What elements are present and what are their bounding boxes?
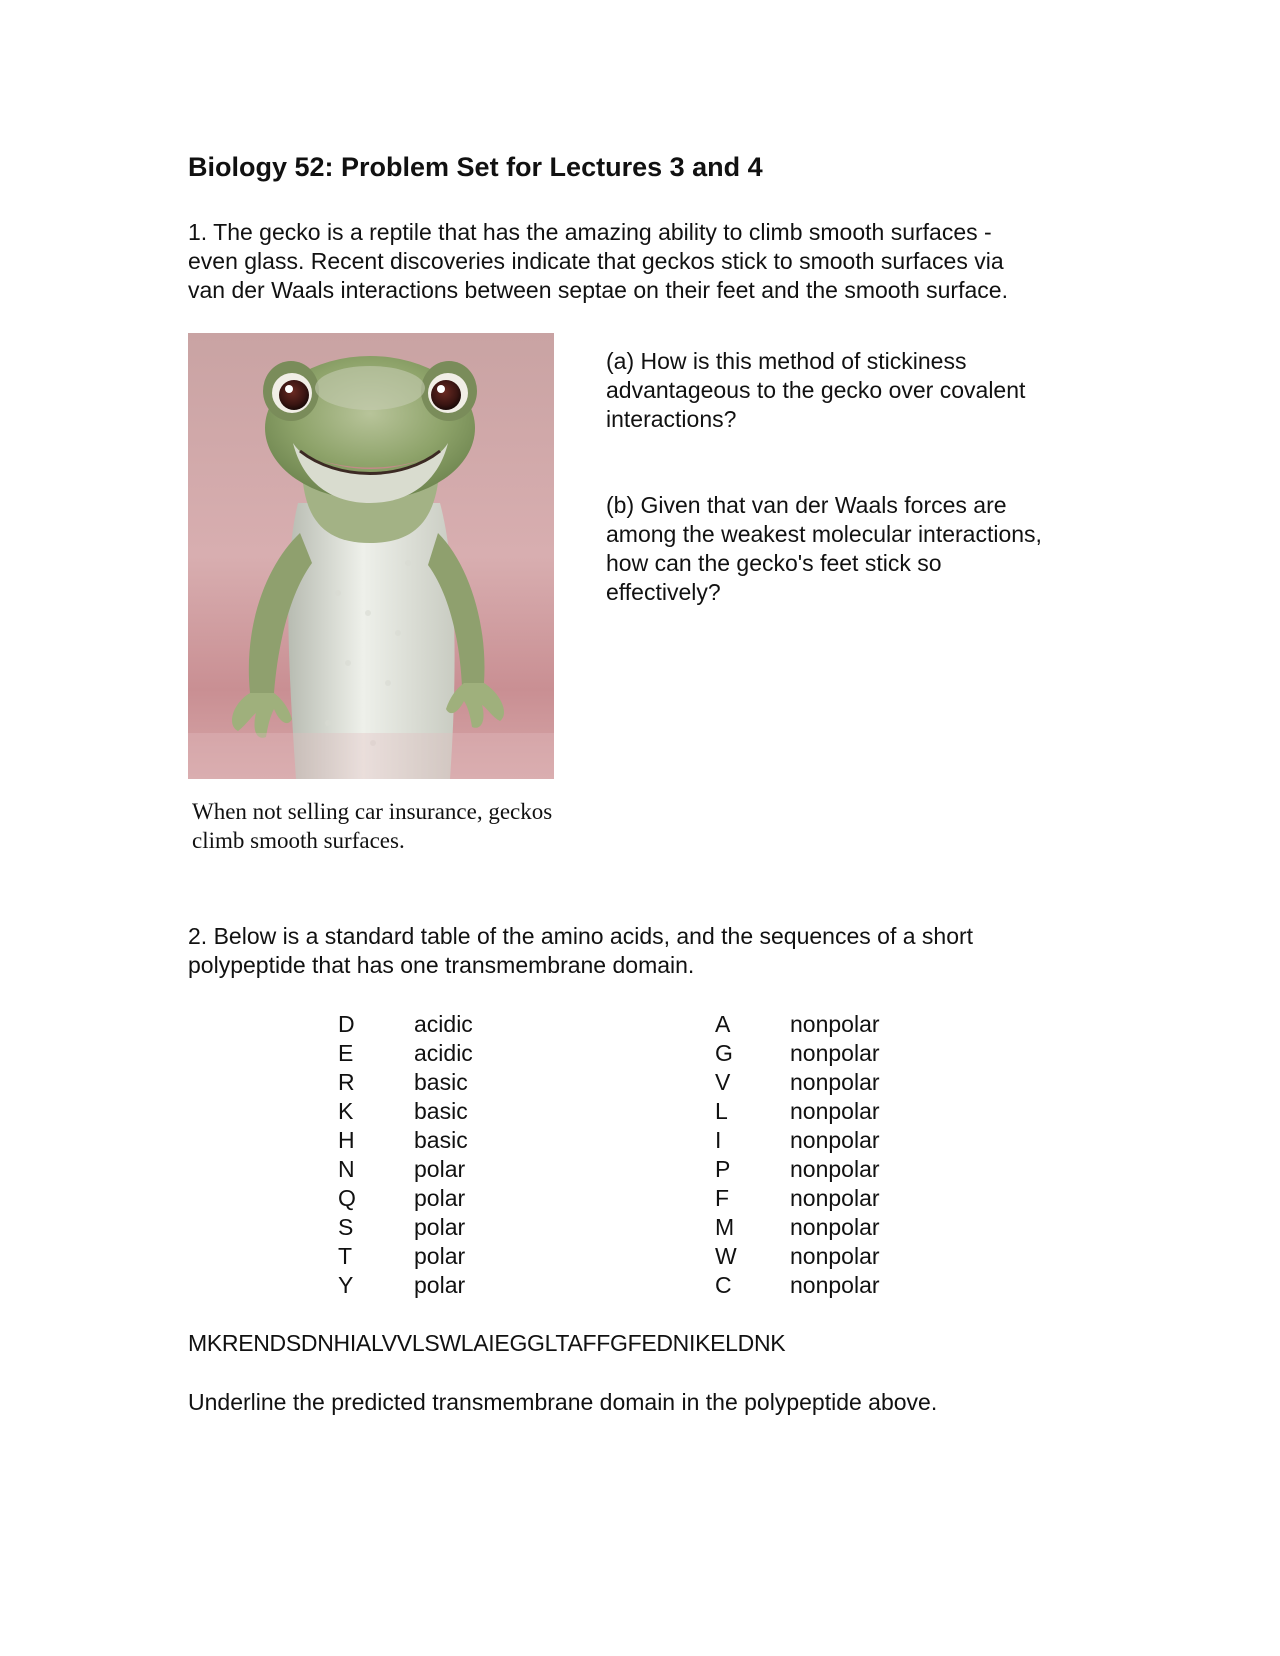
question-2-line: 2. Below is a standard table of the amino acids, and the sequences of a short — [188, 923, 974, 949]
amino-acid-letter: H — [338, 1127, 355, 1153]
amino-acid-class: basic — [414, 1127, 468, 1153]
amino-acid-class: polar — [414, 1156, 466, 1182]
amino-acid-letter: W — [715, 1243, 737, 1269]
amino-acid-letter: R — [338, 1069, 355, 1095]
table-row — [0, 1155, 1280, 1184]
caption-line: climb smooth surfaces. — [192, 828, 405, 853]
amino-acid-letter: V — [715, 1069, 731, 1095]
amino-acid-class: nonpolar — [790, 1098, 880, 1124]
table-row — [0, 1271, 1280, 1300]
table-row — [0, 1184, 1280, 1213]
table-row — [0, 1068, 1280, 1097]
question-1b-line: how can the gecko's feet stick so — [606, 550, 942, 576]
amino-acid-class: nonpolar — [790, 1185, 880, 1211]
question-1b — [606, 491, 1042, 607]
amino-acid-class: nonpolar — [790, 1127, 880, 1153]
amino-acid-table — [0, 1010, 1280, 1300]
question-1b-line: (b) Given that van der Waals forces are — [606, 492, 1007, 518]
photo-caption — [192, 797, 552, 855]
amino-acid-letter: A — [715, 1011, 731, 1037]
page-title: Biology 52: Problem Set for Lectures 3 and 4 — [188, 152, 763, 182]
question-1a-line: (a) How is this method of stickiness — [606, 348, 967, 374]
question-1-line: 1. The gecko is a reptile that has the amazing ability to climb smooth surfaces - — [188, 219, 992, 245]
table-row — [0, 1010, 1280, 1039]
amino-acid-class: nonpolar — [790, 1011, 880, 1037]
amino-acid-letter: G — [715, 1040, 733, 1066]
amino-acid-class: nonpolar — [790, 1069, 880, 1095]
amino-acid-class: nonpolar — [790, 1156, 880, 1182]
gecko-photo — [188, 333, 554, 779]
question-1-text — [188, 218, 1008, 305]
question-1b-line: effectively? — [606, 579, 721, 605]
question-1b-line: among the weakest molecular interactions, — [606, 521, 1042, 547]
amino-acid-class: polar — [414, 1243, 466, 1269]
question-2-text — [188, 922, 973, 980]
amino-acid-letter: Y — [338, 1272, 354, 1298]
amino-acid-letter: E — [338, 1040, 354, 1066]
amino-acid-letter: D — [338, 1011, 355, 1037]
question-2-instruction: Underline the predicted transmembrane domain in the polypeptide above. — [188, 1389, 938, 1415]
polypeptide-sequence: MKRENDSDNHIALVVLSWLAIEGGLTAFFGFEDNIKELDNK — [188, 1330, 786, 1356]
table-row — [0, 1242, 1280, 1271]
amino-acid-class: nonpolar — [790, 1040, 880, 1066]
amino-acid-letter: I — [715, 1127, 722, 1153]
amino-acid-letter: Q — [338, 1185, 356, 1211]
amino-acid-class: polar — [414, 1214, 466, 1240]
amino-acid-class: basic — [414, 1069, 468, 1095]
question-1a-line: interactions? — [606, 406, 737, 432]
amino-acid-letter: C — [715, 1272, 732, 1298]
question-1a — [606, 347, 1025, 434]
amino-acid-class: polar — [414, 1185, 466, 1211]
amino-acid-letter: N — [338, 1156, 355, 1182]
caption-line: When not selling car insurance, geckos — [192, 799, 553, 824]
amino-acid-letter: S — [338, 1214, 354, 1240]
amino-acid-class: nonpolar — [790, 1243, 880, 1269]
amino-acid-letter: P — [715, 1156, 731, 1182]
amino-acid-class: nonpolar — [790, 1214, 880, 1240]
amino-acid-class: nonpolar — [790, 1272, 880, 1298]
amino-acid-letter: K — [338, 1098, 354, 1124]
table-row — [0, 1126, 1280, 1155]
amino-acid-class: polar — [414, 1272, 466, 1298]
amino-acid-letter: T — [338, 1243, 353, 1269]
table-row — [0, 1039, 1280, 1068]
amino-acid-letter: L — [715, 1098, 728, 1124]
question-1a-line: advantageous to the gecko over covalent — [606, 377, 1026, 403]
table-row — [0, 1097, 1280, 1126]
amino-acid-letter: M — [715, 1214, 735, 1240]
question-1-line: van der Waals interactions between septae on their feet and the smooth surface. — [188, 277, 1008, 303]
amino-acid-class: basic — [414, 1098, 468, 1124]
question-2-line: polypeptide that has one transmembrane domain. — [188, 952, 695, 978]
amino-acid-letter: F — [715, 1185, 730, 1211]
amino-acid-class: acidic — [414, 1040, 473, 1066]
table-row — [0, 1213, 1280, 1242]
amino-acid-class: acidic — [414, 1011, 473, 1037]
question-1-line: even glass. Recent discoveries indicate that geckos stick to smooth surfaces via — [188, 248, 1004, 274]
